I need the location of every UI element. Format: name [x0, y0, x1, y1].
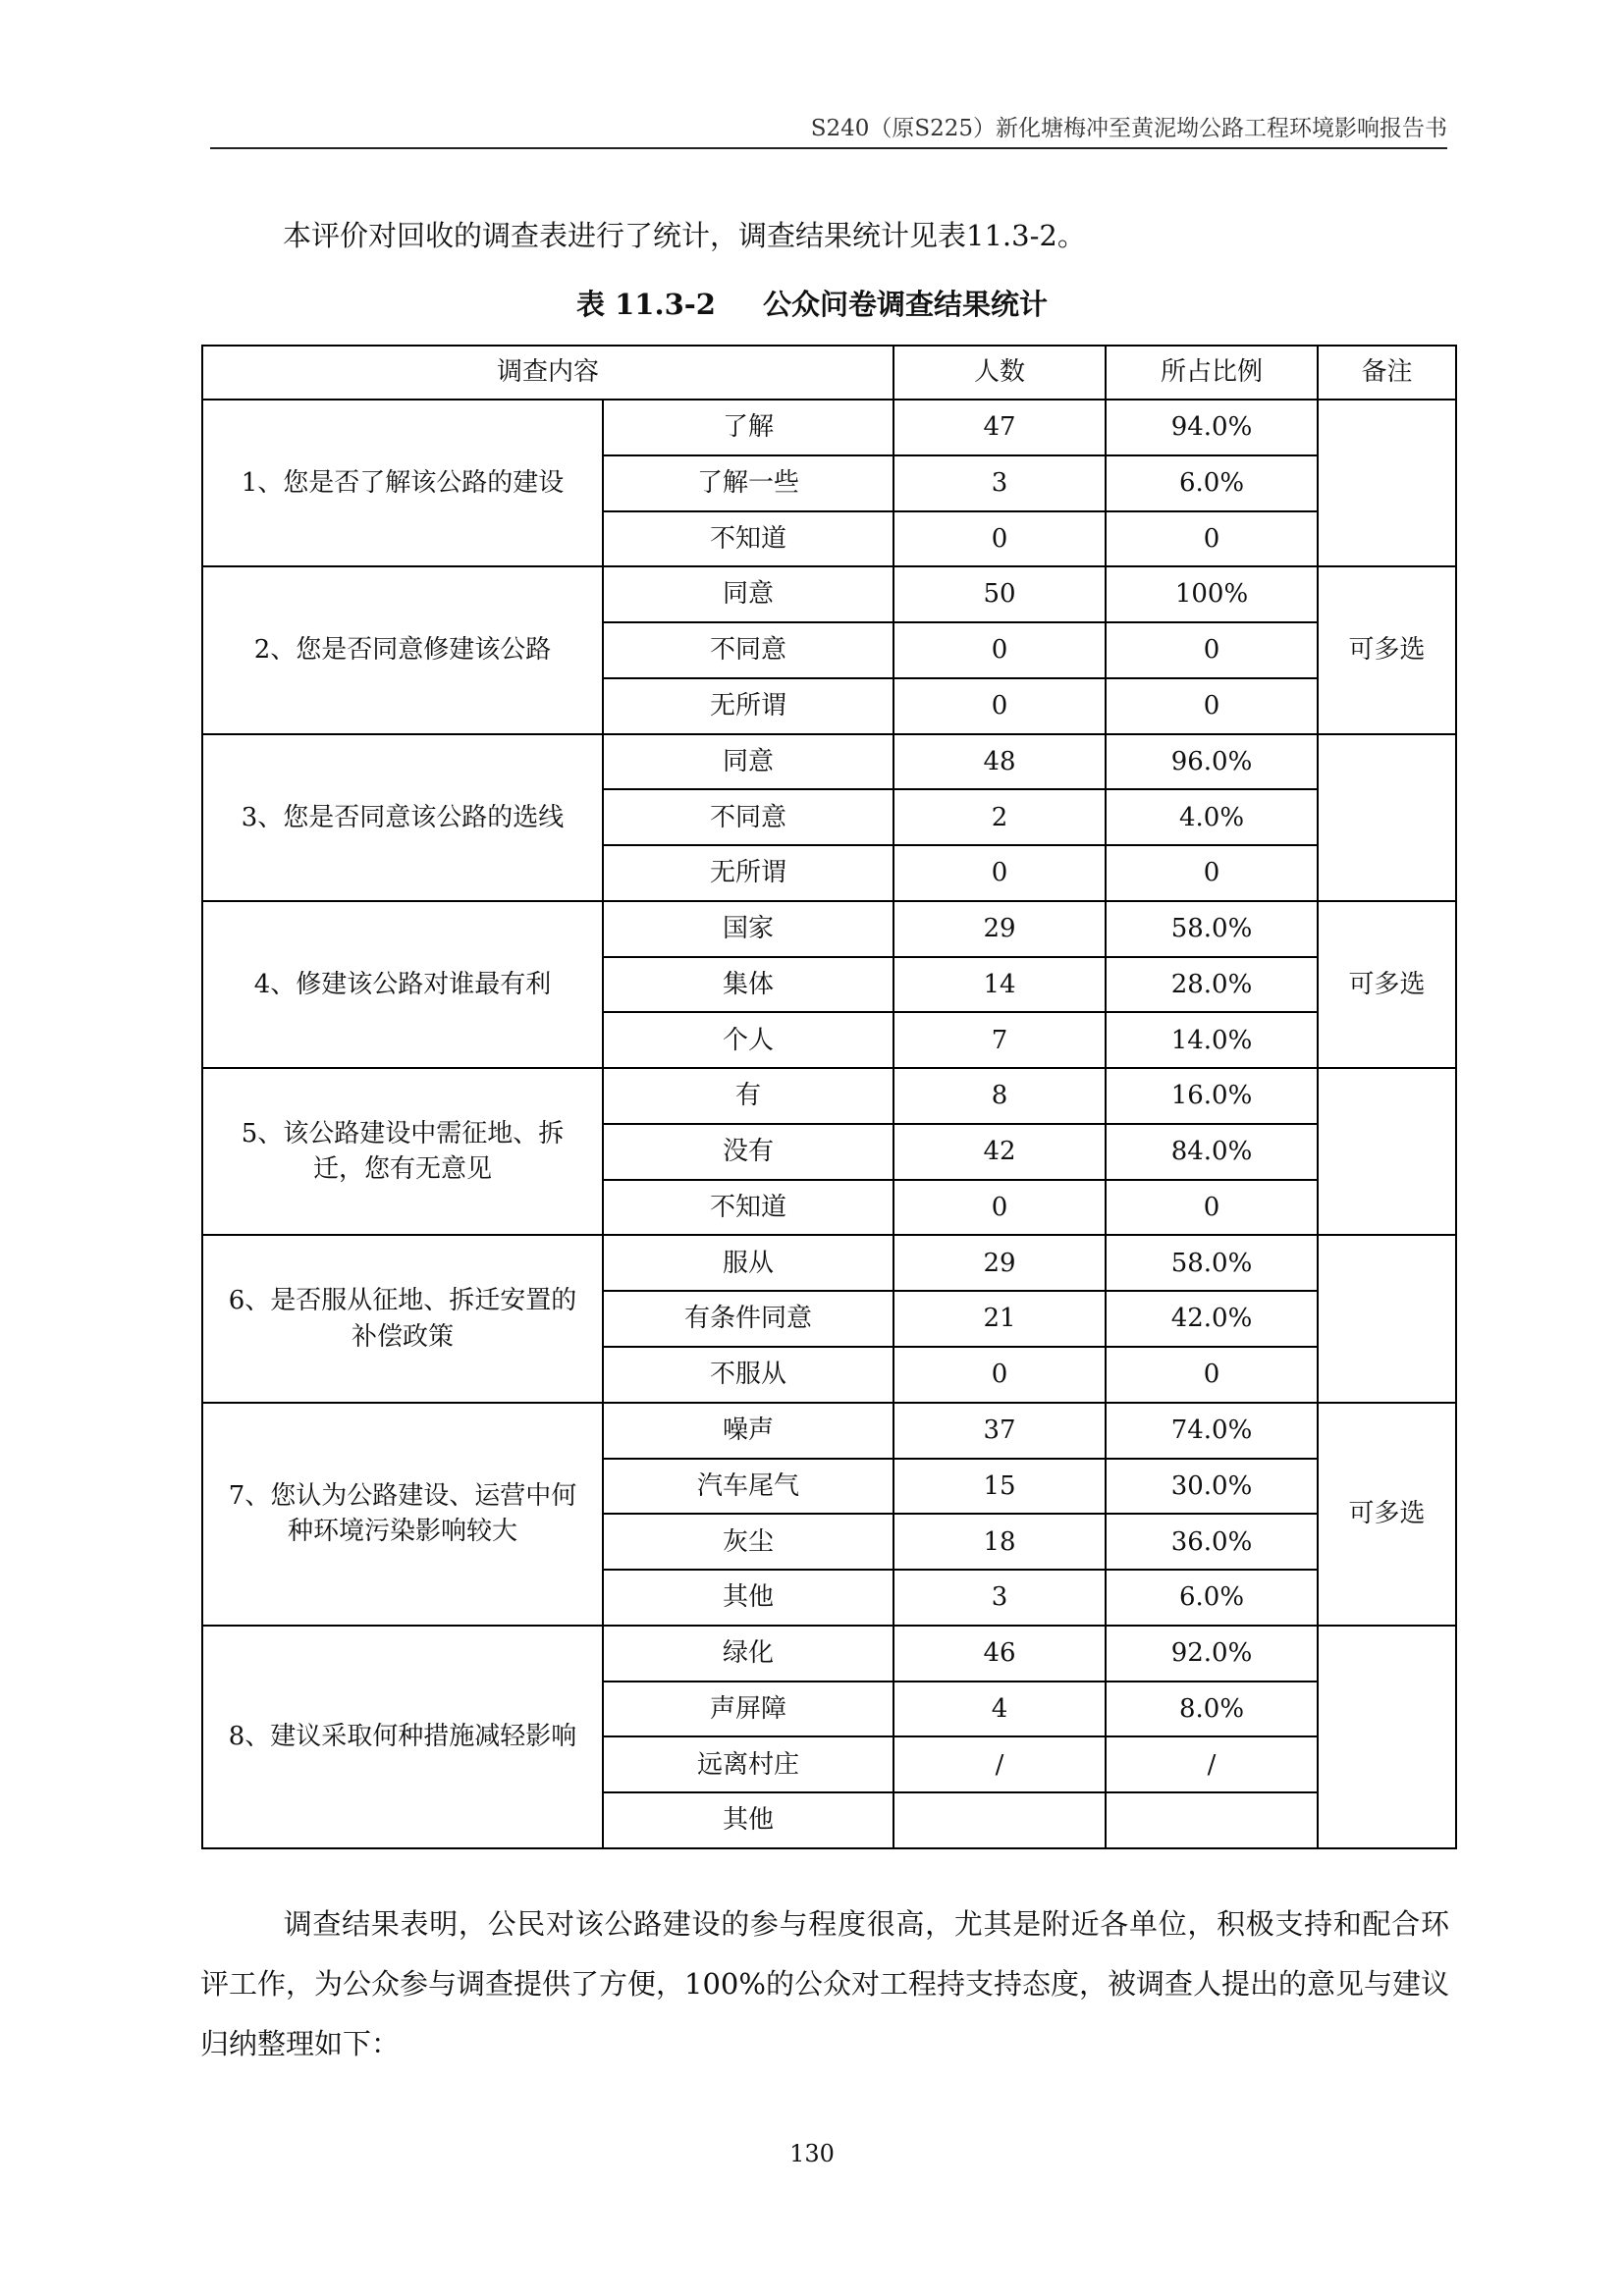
ratio-cell: 30.0% — [1106, 1459, 1318, 1515]
option-label-cell: 服从 — [603, 1235, 893, 1291]
option-label-cell: 了解 — [603, 400, 893, 455]
question-cell: 6、是否服从征地、拆迁安置的补偿政策 — [202, 1235, 603, 1402]
option-label-cell: 同意 — [603, 566, 893, 622]
option-label-cell: 其他 — [603, 1792, 893, 1848]
remark-cell: 可多选 — [1318, 901, 1456, 1068]
ratio-cell: 74.0% — [1106, 1403, 1318, 1459]
table-caption-title: 公众问卷调查结果统计 — [762, 288, 1048, 321]
count-cell: 0 — [893, 845, 1106, 901]
header-ratio: 所占比例 — [1106, 346, 1318, 400]
option-label-cell: 灰尘 — [603, 1514, 893, 1570]
option-label-cell: 有 — [603, 1068, 893, 1124]
count-cell: 0 — [893, 1180, 1106, 1236]
option-label-cell: 集体 — [603, 957, 893, 1013]
ratio-cell: 94.0% — [1106, 400, 1318, 455]
count-cell: 7 — [893, 1012, 1106, 1068]
option-label-cell: 远离村庄 — [603, 1736, 893, 1792]
count-cell: 14 — [893, 957, 1106, 1013]
count-cell: 50 — [893, 566, 1106, 622]
remark-cell: 可多选 — [1318, 1403, 1456, 1626]
question-cell: 8、建议采取何种措施减轻影响 — [202, 1626, 603, 1848]
count-cell: 3 — [893, 455, 1106, 511]
ratio-cell: 58.0% — [1106, 1235, 1318, 1291]
question-cell: 1、您是否了解该公路的建设 — [202, 400, 603, 566]
ratio-cell: / — [1106, 1736, 1318, 1792]
ratio-cell: 36.0% — [1106, 1514, 1318, 1570]
ratio-cell: 6.0% — [1106, 455, 1318, 511]
remark-cell — [1318, 1235, 1456, 1402]
count-cell: 47 — [893, 400, 1106, 455]
header-count: 人数 — [893, 346, 1106, 400]
option-label-cell: 声屏障 — [603, 1682, 893, 1737]
count-cell: 46 — [893, 1626, 1106, 1682]
count-cell: 0 — [893, 511, 1106, 567]
survey-results-table — [201, 345, 1457, 1849]
count-cell: 18 — [893, 1514, 1106, 1570]
ratio-cell: 92.0% — [1106, 1626, 1318, 1682]
count-cell: 21 — [893, 1291, 1106, 1347]
table-row — [202, 1068, 1456, 1124]
option-label-cell: 无所谓 — [603, 845, 893, 901]
table-row — [202, 566, 1456, 622]
intro-paragraph: 本评价对回收的调查表进行了统计，调查结果统计见表11.3-2。 — [283, 219, 1086, 252]
ratio-cell: 0 — [1106, 1347, 1318, 1403]
remark-cell — [1318, 1626, 1456, 1848]
count-cell: 42 — [893, 1124, 1106, 1180]
count-cell: 0 — [893, 622, 1106, 678]
question-cell: 4、修建该公路对谁最有利 — [202, 901, 603, 1068]
count-cell: 48 — [893, 734, 1106, 790]
page-number: 130 — [789, 2140, 835, 2167]
ratio-cell: 0 — [1106, 511, 1318, 567]
count-cell: 29 — [893, 901, 1106, 957]
ratio-cell: 0 — [1106, 1180, 1318, 1236]
option-label-cell: 有条件同意 — [603, 1291, 893, 1347]
question-cell: 2、您是否同意修建该公路 — [202, 566, 603, 733]
count-cell — [893, 1792, 1106, 1848]
conclusion-paragraph — [200, 1895, 1449, 2074]
ratio-cell: 100% — [1106, 566, 1318, 622]
table-header-row — [202, 346, 1456, 400]
ratio-cell: 4.0% — [1106, 789, 1318, 845]
question-cell: 7、您认为公路建设、运营中何种环境污染影响较大 — [202, 1403, 603, 1626]
remark-cell — [1318, 1068, 1456, 1235]
question-cell: 3、您是否同意该公路的选线 — [202, 734, 603, 901]
table-row — [202, 1235, 1456, 1291]
option-label-cell: 国家 — [603, 901, 893, 957]
remark-cell — [1318, 400, 1456, 566]
ratio-cell: 0 — [1106, 845, 1318, 901]
table-caption-number: 表 11.3-2 — [576, 288, 716, 321]
table-row — [202, 1403, 1456, 1459]
count-cell: 15 — [893, 1459, 1106, 1515]
count-cell: 2 — [893, 789, 1106, 845]
ratio-cell: 0 — [1106, 678, 1318, 734]
ratio-cell — [1106, 1792, 1318, 1848]
option-label-cell: 不知道 — [603, 1180, 893, 1236]
option-label-cell: 个人 — [603, 1012, 893, 1068]
count-cell: 29 — [893, 1235, 1106, 1291]
option-label-cell: 同意 — [603, 734, 893, 790]
count-cell: 0 — [893, 1347, 1106, 1403]
option-label-cell: 不知道 — [603, 511, 893, 567]
option-label-cell: 了解一些 — [603, 455, 893, 511]
running-header: S240（原S225）新化塘梅冲至黄泥坳公路工程环境影响报告书 — [810, 116, 1447, 141]
header-survey-content: 调查内容 — [202, 346, 893, 400]
remark-cell: 可多选 — [1318, 566, 1456, 733]
count-cell: 4 — [893, 1682, 1106, 1737]
ratio-cell: 8.0% — [1106, 1682, 1318, 1737]
option-label-cell: 绿化 — [603, 1626, 893, 1682]
option-label-cell: 没有 — [603, 1124, 893, 1180]
table-row — [202, 734, 1456, 790]
option-label-cell: 无所谓 — [603, 678, 893, 734]
ratio-cell: 84.0% — [1106, 1124, 1318, 1180]
question-cell: 5、该公路建设中需征地、拆迁，您有无意见 — [202, 1068, 603, 1235]
ratio-cell: 28.0% — [1106, 957, 1318, 1013]
option-label-cell: 不同意 — [603, 789, 893, 845]
header-divider — [210, 147, 1447, 149]
ratio-cell: 42.0% — [1106, 1291, 1318, 1347]
header-remark: 备注 — [1318, 346, 1456, 400]
ratio-cell: 96.0% — [1106, 734, 1318, 790]
option-label-cell: 噪声 — [603, 1403, 893, 1459]
option-label-cell: 不同意 — [603, 622, 893, 678]
option-label-cell: 不服从 — [603, 1347, 893, 1403]
table-caption — [0, 283, 1624, 323]
ratio-cell: 14.0% — [1106, 1012, 1318, 1068]
remark-cell — [1318, 734, 1456, 901]
table-row — [202, 1626, 1456, 1682]
ratio-cell: 6.0% — [1106, 1570, 1318, 1626]
count-cell: 0 — [893, 678, 1106, 734]
ratio-cell: 16.0% — [1106, 1068, 1318, 1124]
ratio-cell: 58.0% — [1106, 901, 1318, 957]
count-cell: / — [893, 1736, 1106, 1792]
count-cell: 37 — [893, 1403, 1106, 1459]
count-cell: 3 — [893, 1570, 1106, 1626]
ratio-cell: 0 — [1106, 622, 1318, 678]
table-row — [202, 400, 1456, 455]
count-cell: 8 — [893, 1068, 1106, 1124]
conclusion-text: 调查结果表明，公民对该公路建设的参与程度很高，尤其是附近各单位，积极支持和配合环评工作，为公众参与调查提供了方便，100%的公众对工程持支持态度，被调查人提出的意见与建议归纳整理如下： — [200, 1907, 1449, 2060]
option-label-cell: 汽车尾气 — [603, 1459, 893, 1515]
option-label-cell: 其他 — [603, 1570, 893, 1626]
table-row — [202, 901, 1456, 957]
